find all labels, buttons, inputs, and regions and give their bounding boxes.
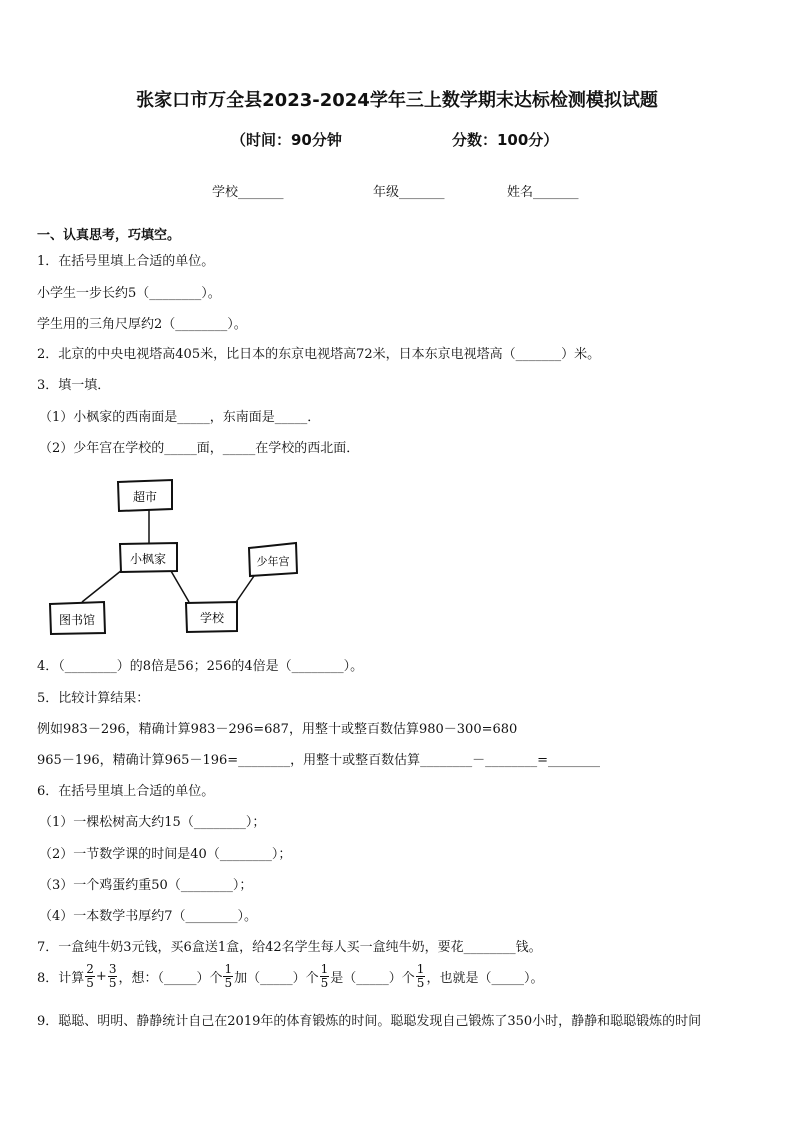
box-school — [186, 602, 237, 632]
box-library — [50, 602, 105, 634]
school-field: 学校_______ — [212, 185, 284, 200]
name-field: 姓名_______ — [507, 185, 579, 200]
question-1a: 小学生一步长约5（________）。 — [37, 286, 221, 301]
question-6: 6．在括号里填上合适的单位。 — [37, 784, 215, 799]
question-6c: （3）一个鸡蛋约重50（________）； — [39, 878, 253, 893]
q8-text-1: ，想：（_____）个 — [118, 971, 223, 986]
score-label: 分数：100分） — [452, 131, 559, 149]
grade-field: 年级_______ — [373, 185, 445, 200]
question-9: 9．聪聪、明明、静静统计自己在2019年的体育锻炼的时间。聪聪发现自己锻炼了350小时，静静和聪聪锻炼的时间 — [37, 1014, 702, 1029]
fraction-1-5-c: $\frac{1}{5}$ — [416, 962, 425, 990]
question-3b: （2）少年宫在学校的_____面，_____在学校的西北面． — [39, 441, 360, 456]
box-youth-palace — [249, 543, 297, 576]
question-7: 7．一盒纯牛奶3元钱，买6盒送1盒，给42名学生每人买一盒纯牛奶，要花________钱。 — [37, 940, 542, 955]
q8-text-3: 是（_____）个 — [330, 971, 415, 986]
question-3: 3．填一填． — [37, 378, 111, 393]
exam-title: 张家口市万全县2023-2024学年三上数学期末达标检测模拟试题 — [136, 90, 658, 111]
question-4: 4．（________）的8倍是56；256的4倍是（________）。 — [37, 659, 364, 674]
question-6d: （4）一本数学书厚约7（________）。 — [39, 909, 258, 924]
box-xiaofeng-home — [120, 543, 177, 572]
label-library: 图书馆 — [58, 613, 96, 627]
question-8 — [37, 963, 543, 990]
fraction-1-5-b: $\frac{1}{5}$ — [320, 962, 329, 990]
fraction-3-5: $\frac{3}{5}$ — [108, 962, 117, 990]
label-xiaofeng-home: 小枫家 — [129, 552, 167, 566]
q8-text-2: 加（_____）个 — [234, 971, 319, 986]
question-2: 2．北京的中央电视塔高405米，比日本的东京电视塔高72米，日本东京电视塔高（_______）米。 — [37, 347, 601, 362]
q8-text-4: ，也就是（_____）。 — [426, 971, 544, 986]
q8-prefix: 8．计算 — [37, 971, 85, 986]
time-label: （时间：90分钟 — [231, 131, 342, 149]
question-1: 1．在括号里填上合适的单位。 — [37, 254, 215, 269]
fraction-1-5-a: $\frac{1}{5}$ — [224, 962, 233, 990]
q8-plus: + — [95, 969, 107, 984]
question-5a: 例如983－296，精确计算983－296=687，用整十或整百数估算980－300=680 — [37, 722, 518, 737]
question-6a: （1）一棵松树高大约15（________）； — [39, 815, 266, 830]
label-supermarket: 超市 — [132, 490, 158, 504]
connector-home-school — [171, 571, 189, 602]
location-diagram — [44, 475, 304, 640]
box-supermarket — [118, 480, 172, 511]
label-youth-palace: 少年宫 — [256, 555, 290, 568]
section-heading: 一、认真思考，巧填空。 — [37, 228, 181, 243]
fraction-2-5: $\frac{2}{5}$ — [86, 962, 94, 990]
question-5: 5．比较计算结果： — [37, 691, 150, 706]
label-school: 学校 — [199, 611, 225, 625]
connector-home-library — [82, 570, 122, 602]
question-6b: （2）一节数学课的时间是40（________）； — [39, 847, 292, 862]
question-5b: 965－196，精确计算965－196=________，用整十或整百数估算________－________=________ — [37, 753, 601, 768]
question-1b: 学生用的三角尺厚约2（________）。 — [37, 317, 247, 332]
question-3a: （1）小枫家的西南面是_____，东南面是_____． — [39, 410, 321, 425]
